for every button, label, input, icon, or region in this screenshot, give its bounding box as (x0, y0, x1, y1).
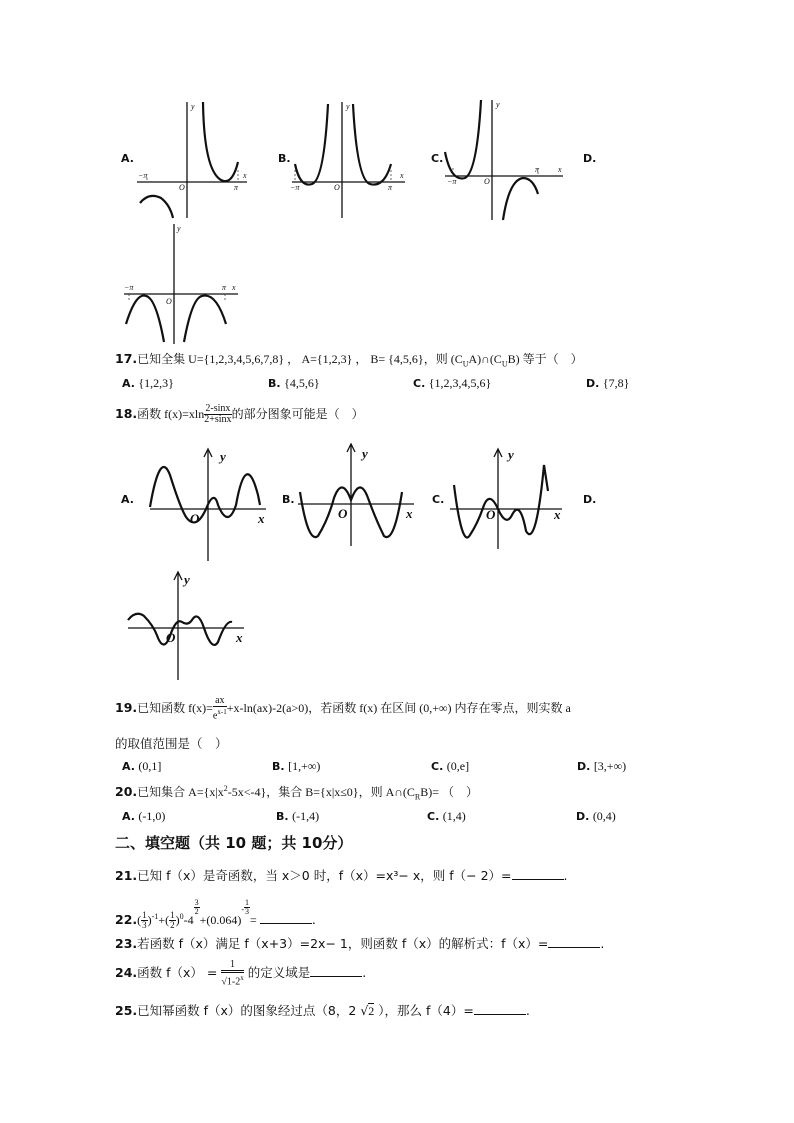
q18-option-a-label: A. (121, 493, 134, 506)
q17-option-c[interactable] (413, 376, 491, 391)
x-label: x (232, 283, 236, 292)
q24-fraction (221, 960, 243, 987)
q22-sup2: 0 (179, 911, 184, 921)
q22-frac2-den: 2 (170, 920, 175, 930)
y-label: y (191, 102, 195, 111)
neg-pi-label: −π (138, 171, 148, 180)
sqrt-icon: √ (221, 976, 227, 988)
q19-option-b[interactable] (272, 759, 320, 774)
y-label: y (508, 447, 514, 462)
q19-text-mid: +x-ln(ax)-2(a>0)，若函数 f(x) 在区间 (0,+∞) 内存在零点，则实数 a (226, 701, 571, 716)
origin-label: O (179, 183, 185, 192)
q25-end: . (525, 1003, 530, 1018)
q16-graph-a (135, 100, 250, 220)
q18-option-c-label: C. (432, 493, 445, 506)
q20-option-a-label: A. (122, 810, 135, 823)
q21-number: 21. (115, 868, 138, 883)
x-label: x (558, 165, 562, 174)
q18-fraction (204, 404, 231, 425)
q19-option-a-value: (0,1] (138, 759, 162, 773)
y-label: y (177, 224, 181, 233)
q17-option-c-value: {1,2,3,4,5,6} (428, 376, 492, 390)
q19-frac-num: ax (213, 696, 227, 707)
section-2-title: 二、填空题（共 10 题；共 10分） (115, 834, 353, 852)
q25-number: 25. (115, 1003, 138, 1018)
q17-option-c-label: C. (413, 377, 426, 390)
q17-text-mid: A)∩(C (468, 352, 502, 366)
question-19 (115, 696, 571, 721)
q22-t4: ) (175, 913, 180, 927)
pi-label: π (234, 183, 239, 192)
q19-option-b-value: [1,+∞) (288, 759, 321, 773)
x-label: x (554, 507, 561, 522)
q16-graph-d (122, 222, 242, 346)
q23-number: 23. (115, 936, 138, 951)
q16-graph-c (443, 98, 568, 222)
q19-option-d[interactable] (577, 759, 626, 774)
q19-option-d-value: [3,+∞) (593, 759, 627, 773)
curve (128, 614, 232, 645)
q19-frac-den: e (212, 710, 218, 722)
q17-option-b[interactable] (268, 376, 320, 391)
q19-option-a-label: A. (122, 760, 135, 773)
q18-option-b-label: B. (282, 493, 295, 506)
q23-end: . (600, 936, 605, 951)
q22-sup3-den: 2 (194, 907, 199, 916)
q22-number: 22. (115, 912, 138, 927)
q20-option-a[interactable] (122, 809, 165, 824)
q19-option-c-value: (0,e] (446, 759, 470, 773)
q24-frac-den-root (221, 972, 243, 987)
curve-right (353, 104, 391, 185)
q25-answer-blank[interactable] (474, 1003, 526, 1015)
q20-option-c-label: C. (427, 810, 440, 823)
y-label: y (496, 100, 500, 109)
q17-option-d-value: {7,8} (602, 376, 630, 390)
q20-option-d-value: (0,4) (592, 809, 616, 823)
q19-option-a[interactable] (122, 759, 161, 774)
curve-right (184, 296, 226, 342)
q19-option-c[interactable] (431, 759, 469, 774)
q17-option-a-value: {1,2,3} (138, 376, 174, 390)
q20-option-d-label: D. (576, 810, 590, 823)
q20-option-b-value: (-1,4) (292, 809, 320, 823)
q22-t2: ) (147, 913, 152, 927)
question-25 (115, 1001, 530, 1019)
curve-right (203, 102, 238, 181)
curve-right (503, 178, 538, 220)
origin-label: O (190, 511, 200, 526)
q19-option-d-label: D. (577, 760, 591, 773)
sqrt-icon: √ (360, 1003, 369, 1018)
origin-label: O (338, 506, 348, 521)
y-label: y (346, 102, 350, 111)
q22-frac1-den: 3 (142, 920, 147, 930)
q19-number: 19. (115, 700, 138, 716)
q17-sub-u2: U (501, 359, 508, 369)
q18-text-post: 的部分图象可能是（ ） (231, 407, 364, 421)
q22-sup4-sign: - (241, 905, 245, 914)
q20-option-c[interactable] (427, 809, 466, 824)
q16-option-a-label: A. (121, 152, 134, 165)
q16-option-c-label: C. (431, 152, 444, 165)
q16-option-d-label: D. (583, 152, 597, 165)
q17-sub-u1: U (462, 359, 469, 369)
q19-line2: 的取值范围是（ ） (115, 736, 228, 751)
q22-frac1-num: 1 (142, 910, 147, 920)
q25-text: 已知幂函数 f（x）的图象经过点（8，2 (137, 1003, 361, 1018)
q20-text-pre: 已知集合 A={x|x (137, 785, 224, 799)
q24-frac-den-sup: x (240, 974, 244, 982)
q18-frac-num: 2-sinx (205, 403, 231, 414)
q24-answer-blank[interactable] (310, 965, 362, 977)
q18-graph-d (126, 570, 251, 682)
q17-option-d-label: D. (586, 377, 600, 390)
q19-option-b-label: B. (272, 760, 285, 773)
q20-option-b-label: B. (276, 810, 289, 823)
question-23 (115, 934, 604, 952)
q20-sub: R (414, 792, 421, 802)
pi-label: π (222, 283, 227, 292)
q17-number: 17. (115, 351, 138, 366)
curve-left (140, 196, 173, 218)
q18-graph-c (448, 445, 568, 551)
q19-option-c-label: C. (431, 760, 444, 773)
origin-label: O (486, 507, 496, 522)
neg-pi-label: −π (290, 183, 300, 192)
neg-pi-label: −π (124, 283, 134, 292)
q23-answer-blank[interactable] (548, 936, 600, 948)
neg-pi-label: −π (447, 177, 457, 186)
q20-number: 20. (115, 784, 138, 799)
q19-text-pre: 已知函数 f(x)= (137, 701, 213, 716)
q20-sup: 2 (223, 783, 228, 793)
q17-option-d[interactable] (586, 376, 629, 391)
x-label: x (258, 511, 265, 526)
q16-graph-b (290, 100, 410, 220)
q24-frac-den: 1-2 (226, 976, 241, 988)
q22-t1: ( (137, 913, 142, 927)
question-22 (115, 899, 316, 930)
pi-label: π (535, 165, 540, 174)
q21-end: . (563, 868, 568, 883)
q17-text-tail: B) 等于（ ） (507, 352, 583, 366)
q24-number: 24. (115, 965, 138, 981)
q19-fraction (213, 696, 227, 721)
q17-option-a-label: A. (122, 377, 135, 390)
q18-number: 18. (115, 406, 138, 421)
question-21 (115, 866, 567, 884)
q24-frac-num: 1 (221, 960, 243, 971)
q17-option-b-label: B. (268, 377, 281, 390)
q22-t7: = (250, 913, 260, 927)
x-label: x (243, 171, 247, 180)
q18-option-d-label: D. (583, 493, 597, 506)
curve-left (445, 100, 481, 178)
q16-option-b-label: B. (278, 152, 291, 165)
q19-frac-den-sup: x-1 (217, 708, 227, 716)
q22-answer-blank[interactable] (260, 912, 312, 924)
q17-option-a[interactable] (122, 376, 174, 391)
origin-label: O (166, 630, 176, 645)
origin-label: O (166, 297, 172, 306)
q20-option-b[interactable] (276, 809, 319, 824)
q20-option-a-value: (-1,0) (138, 809, 166, 823)
q21-text: 已知 f（x）是奇函数，当 x＞0 时，f（x）=x³− x，则 f（− 2）= (137, 868, 512, 883)
q22-t5: -4 (183, 913, 194, 927)
question-17 (115, 350, 583, 369)
x-label: x (400, 171, 404, 180)
q24-end: . (362, 965, 367, 981)
y-label: y (184, 572, 190, 587)
origin-label: O (334, 183, 340, 192)
q18-frac-den: 2+sinx (204, 414, 232, 425)
q20-text-tail: B)= （ ） (420, 785, 479, 799)
question-24 (115, 960, 366, 987)
q21-answer-blank[interactable] (512, 868, 564, 880)
x-label: x (236, 630, 243, 645)
q18-graph-b (296, 440, 421, 548)
q17-text: 已知全集 U={1,2,3,4,5,6,7,8} ， A={1,2,3} ， B= {4,5,6}，则 (C (137, 352, 463, 366)
origin-label: O (484, 177, 490, 186)
q20-text-mid: -5x<-4}，集合 B={x|x≤0}，则 A∩(C (227, 785, 415, 799)
curve-left (126, 296, 164, 342)
y-label: y (362, 446, 368, 461)
q22-frac2-num: 1 (170, 910, 175, 920)
q20-option-d[interactable] (576, 809, 616, 824)
q20-option-c-value: (1,4) (442, 809, 466, 823)
pi-label: π (388, 183, 393, 192)
q22-t6: +(0.064) (199, 913, 242, 927)
x-label: x (406, 506, 413, 521)
question-18 (115, 404, 364, 425)
q17-option-b-value: {4,5,6} (284, 376, 320, 390)
q22-sup4-den: 3 (245, 907, 250, 916)
q24-text-post: 的定义域是 (247, 965, 311, 981)
y-label: y (220, 449, 226, 464)
q22-sup3-num: 3 (194, 898, 199, 907)
q18-text-pre: 函数 f(x)=xln (137, 407, 205, 421)
q22-t3: +( (158, 913, 170, 927)
q25-root-value: 2 (368, 1004, 375, 1018)
curve (150, 467, 260, 522)
q24-text-pre: 函数 f（x） = (137, 965, 222, 981)
q22-sup4-num: 1 (245, 898, 250, 907)
q23-text: 若函数 f（x）满足 f（x+3）=2x− 1，则函数 f（x）的解析式：f（x）= (137, 936, 549, 951)
curve (454, 465, 548, 538)
question-20 (115, 783, 478, 802)
q18-graph-a (148, 445, 273, 563)
q25-text2: ），那么 f（4）= (374, 1003, 474, 1018)
q22-sup1: -1 (151, 911, 159, 921)
q22-end: . (311, 912, 316, 927)
curve-left (295, 104, 328, 185)
